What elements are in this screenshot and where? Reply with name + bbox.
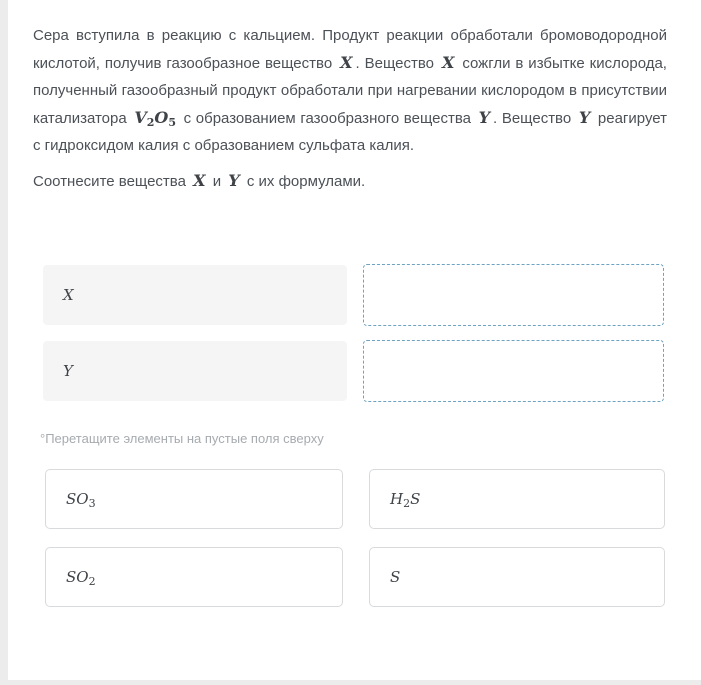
option-card-so3[interactable] [45,469,343,529]
inline-math: $V_2O_5$ [134,108,177,129]
drop-zone-x[interactable] [363,264,664,326]
problem-statement: Сера вступила в реакцию с кальцием. Продукт реакции обработали бромоводородной кислотой, получив газообразное вещество X . Вещество X сожгли в избытке кислорода, полученный газообразный продукт обработали при нагревании кислородом в присутствии катализатора $V_2O_5$ с образованием газообразного вещества Y . Вещество Y реагирует с гидроксидом калия с образованием сульфата калия. [33,27,667,154]
task-content [8,0,701,607]
inline-math: Y [578,108,591,127]
match-label-y [43,341,347,401]
match-row-x [43,264,664,326]
option-card-s-formula: S [390,568,401,586]
option-card-h2s[interactable] [369,469,665,529]
match-label-y-text: Y [63,362,73,380]
inline-math: Y [478,108,491,127]
inline-math: X [441,53,455,72]
option-card-so2-formula: $SO_2$ [66,568,96,588]
match-label-x-text: X [63,286,74,304]
option-card-s[interactable] [369,547,665,607]
inline-math: Y [228,171,240,190]
match-label-x [43,265,347,325]
options-grid [45,469,667,607]
option-card-so2[interactable] [45,547,343,607]
inline-math: X [193,171,206,190]
match-section [43,264,664,402]
task-instruction: Соотнесите вещества X и Y с их формулами. [33,171,366,190]
inline-math: X [340,53,353,72]
match-row-y [43,340,664,402]
drop-zone-y[interactable] [363,340,664,402]
option-card-h2s-formula: $H_2S$ [390,490,421,510]
option-card-so3-formula: $SO_3$ [66,490,96,510]
hint-text: °Перетащите элементы на пустые поля сверху [40,431,324,446]
task-card [8,0,701,680]
